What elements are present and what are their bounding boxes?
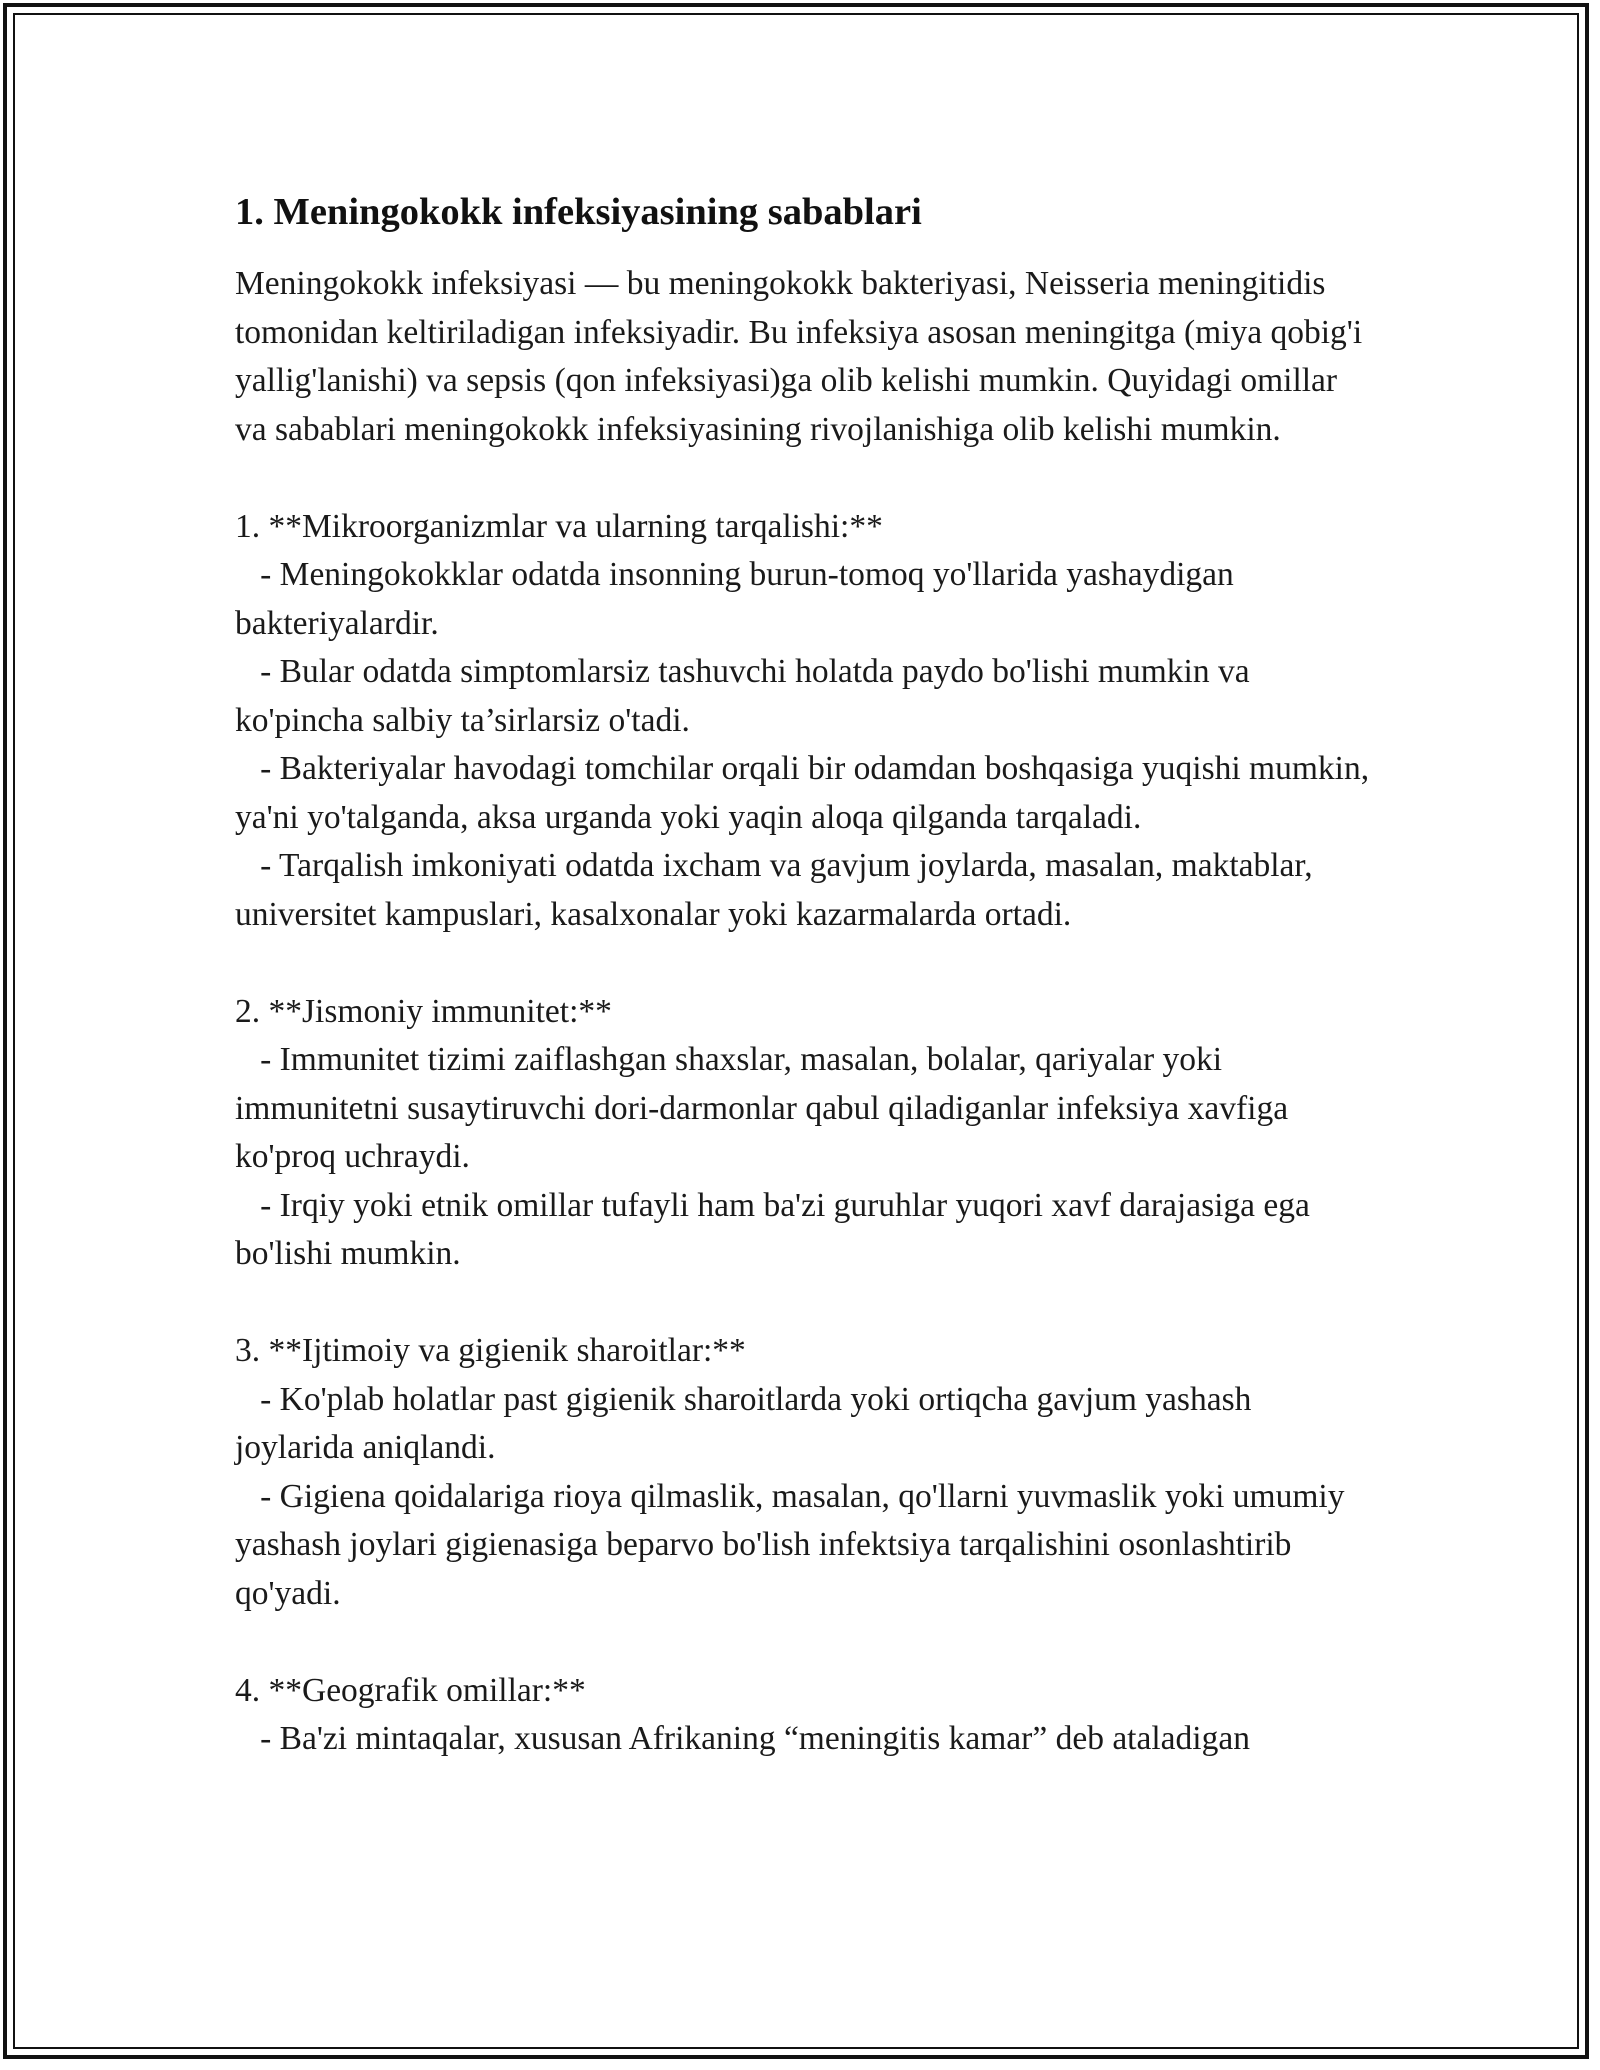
intro-paragraph: Meningokokk infeksiyasi — bu meningokokk bakteriyasi, Neisseria meningitidis tomonidan keltiriladigan infeksiyadir. Bu infeksiya asosan meningitga (miya qobig'i yallig'lanishi) va sepsis (qon infeksiyasi)ga olib kelishi mumkin. Quyidagi omillar va sabablari meningokokk infeksiyasining rivojlanishiga olib kelishi mumkin. [235, 265, 1371, 448]
section-1 [235, 503, 1378, 940]
section-heading: 3. **Ijtimoiy va gigienik sharoitlar:** [235, 1332, 746, 1369]
section-heading: 4. **Geografik omillar:** [235, 1671, 586, 1709]
list-item: - Bakteriyalar havodagi tomchilar orqali bir odamdan boshqasiga yuqishi mumkin, ya'ni yo'talganda, aksa urganda yoki yaqin aloqa qilganda tarqaladi. [235, 750, 1378, 836]
spacer [235, 939, 1375, 988]
list-item: - Immunitet tizimi zaiflashgan shaxslar, masalan, bolalar, qariyalar yoki immunitetni susaytiruvchi dori-darmonlar qabul qiladiganlar infeksiya xavfiga ko'proq uchraydi. [235, 1041, 1297, 1175]
list-item: - Meningokokklar odatda insonning burun-tomoq yo'llarida yashaydigan bakteriyalardir. [235, 556, 1243, 642]
document-body [235, 186, 1378, 1764]
list-item: - Ko'plab holatlar past gigienik sharoitlarda yoki ortiqcha gavjum yashash joylarida aniqlandi. [235, 1380, 1260, 1466]
section-heading: 2. **Jismoniy immunitet:** [235, 992, 612, 1030]
section-3 [235, 1327, 1375, 1618]
document-title: 1. Meningokokk infeksiyasining sabablari [235, 191, 922, 233]
section-4 [235, 1667, 1375, 1764]
list-item: - Bular odatda simptomlarsiz tashuvchi holatda paydo bo'lishi mumkin va ko'pincha salbiy ta’sirlarsiz o'tadi. [235, 653, 1258, 739]
spacer [235, 1279, 1375, 1328]
list-item: - Irqiy yoki etnik omillar tufayli ham ba'zi guruhlar yuqori xavf darajasiga ega bo'lishi mumkin. [235, 1186, 1319, 1272]
list-item: - Ba'zi mintaqalar, xususan Afrikaning “meningitis kamar” deb ataladigan [235, 1720, 1250, 1757]
section-heading: 1. **Mikroorganizmlar va ularning tarqalishi:** [235, 507, 883, 545]
spacer [235, 454, 1375, 503]
list-item: - Gigiena qoidalariga rioya qilmaslik, masalan, qo'llarni yuvmaslik yoki umumiy yashash joylari gigienasiga beparvo bo'lish infektsiya tarqalishini osonlashtirib qo'yadi. [235, 1477, 1353, 1612]
section-2 [235, 988, 1375, 1279]
list-item: - Tarqalish imkoniyati odatda ixcham va gavjum joylarda, masalan, maktablar, universitet kampuslari, kasalxonalar yoki kazarmalarda ortadi. [235, 847, 1321, 933]
spacer [235, 1618, 1375, 1667]
